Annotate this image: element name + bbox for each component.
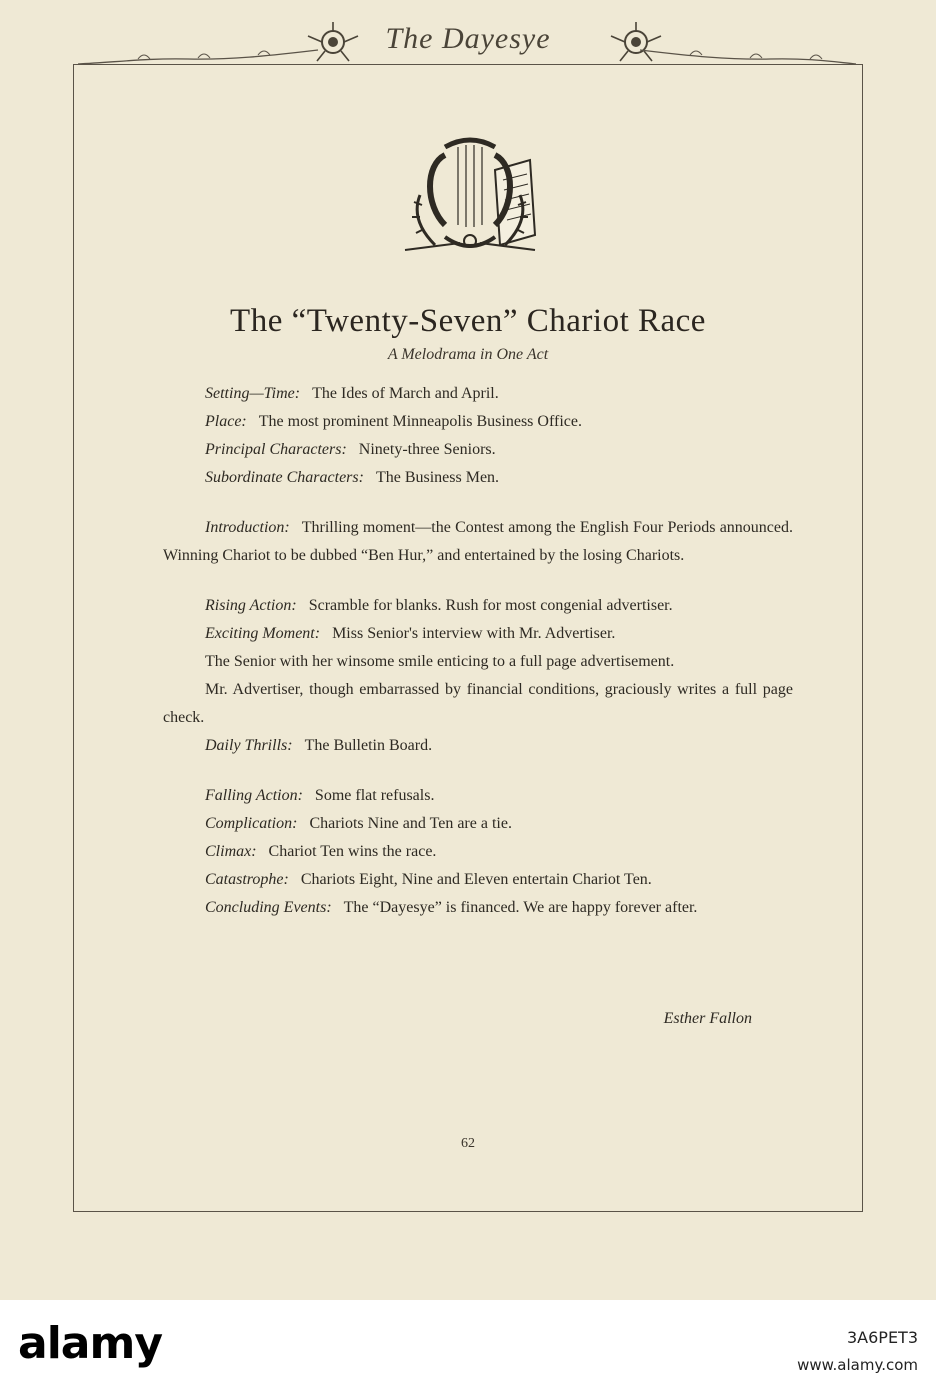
- concluding-text: The “Dayesye” is financed. We are happy forever after.: [343, 899, 698, 916]
- author-signature: Esther Fallon: [663, 1010, 752, 1027]
- climax-label: Climax:: [205, 843, 257, 860]
- complication-text: Chariots Nine and Ten are a tie.: [309, 815, 512, 832]
- concluding-label: Concluding Events:: [205, 899, 332, 916]
- advertiser-paragraph: Mr. Advertiser, though embarrassed by financial conditions, graciously writes a full page check.: [163, 681, 793, 726]
- lyre-emblem-icon: [400, 125, 540, 265]
- setting-text: The Ides of March and April.: [312, 385, 499, 402]
- place-label: Place:: [205, 413, 247, 430]
- complication-label: Complication:: [205, 815, 298, 832]
- rising-action-paragraph: [163, 592, 793, 620]
- watermark-image-id: 3A6PET3: [846, 1328, 918, 1347]
- daily-thrills-text: The Bulletin Board.: [304, 737, 433, 754]
- exciting-moment-text: Miss Senior's interview with Mr. Advertiser.: [332, 625, 616, 642]
- running-title: The Dayesye: [385, 22, 551, 55]
- introduction-paragraph: [163, 514, 793, 570]
- page-number: 62: [461, 1136, 475, 1151]
- principal-line: [163, 436, 793, 464]
- subordinate-text: The Business Men.: [375, 469, 500, 486]
- falling-action-text: Some flat refusals.: [314, 787, 435, 804]
- watermark-logo: alamy: [18, 1318, 162, 1369]
- catastrophe-line: [163, 866, 793, 894]
- daily-thrills-line: [163, 732, 793, 760]
- rising-action-text: Scramble for blanks. Rush for most congenial advertiser.: [308, 597, 673, 614]
- senior-line: The Senior with her winsome smile enticing to a full page advertisement.: [205, 653, 675, 670]
- place-line: [163, 408, 793, 436]
- falling-action-label: Falling Action:: [205, 787, 303, 804]
- exciting-moment-line: [163, 620, 793, 648]
- principal-label: Principal Characters:: [205, 441, 347, 458]
- climax-line: [163, 838, 793, 866]
- introduction-text: Thrilling moment—the Contest among the English Four Periods announced. Winning Chariot to be dubbed “Ben Hur,” and entertained by the losing Chariots.: [163, 519, 793, 564]
- complication-line: [163, 810, 793, 838]
- article-subtitle: A Melodrama in One Act: [387, 346, 549, 363]
- article-body: [163, 380, 793, 922]
- setting-label: Setting—Time:: [205, 385, 301, 402]
- article-title: The “Twenty-Seven” Chariot Race: [230, 303, 706, 339]
- falling-action-line: [163, 782, 793, 810]
- climax-text: Chariot Ten wins the race.: [268, 843, 437, 860]
- setting-line: [163, 380, 793, 408]
- exciting-moment-label: Exciting Moment:: [205, 625, 321, 642]
- subordinate-line: [163, 464, 793, 492]
- rising-action-label: Rising Action:: [205, 597, 297, 614]
- concluding-paragraph: [163, 894, 793, 922]
- catastrophe-label: Catastrophe:: [205, 871, 289, 888]
- introduction-label: Introduction:: [205, 519, 290, 536]
- place-text: The most prominent Minneapolis Business Office.: [258, 413, 582, 430]
- catastrophe-text: Chariots Eight, Nine and Eleven entertain Chariot Ten.: [300, 871, 652, 888]
- daily-thrills-label: Daily Thrills:: [205, 737, 293, 754]
- principal-text: Ninety-three Seniors.: [358, 441, 496, 458]
- watermark-url: www.alamy.com: [797, 1356, 918, 1374]
- subordinate-label: Subordinate Characters:: [205, 469, 364, 486]
